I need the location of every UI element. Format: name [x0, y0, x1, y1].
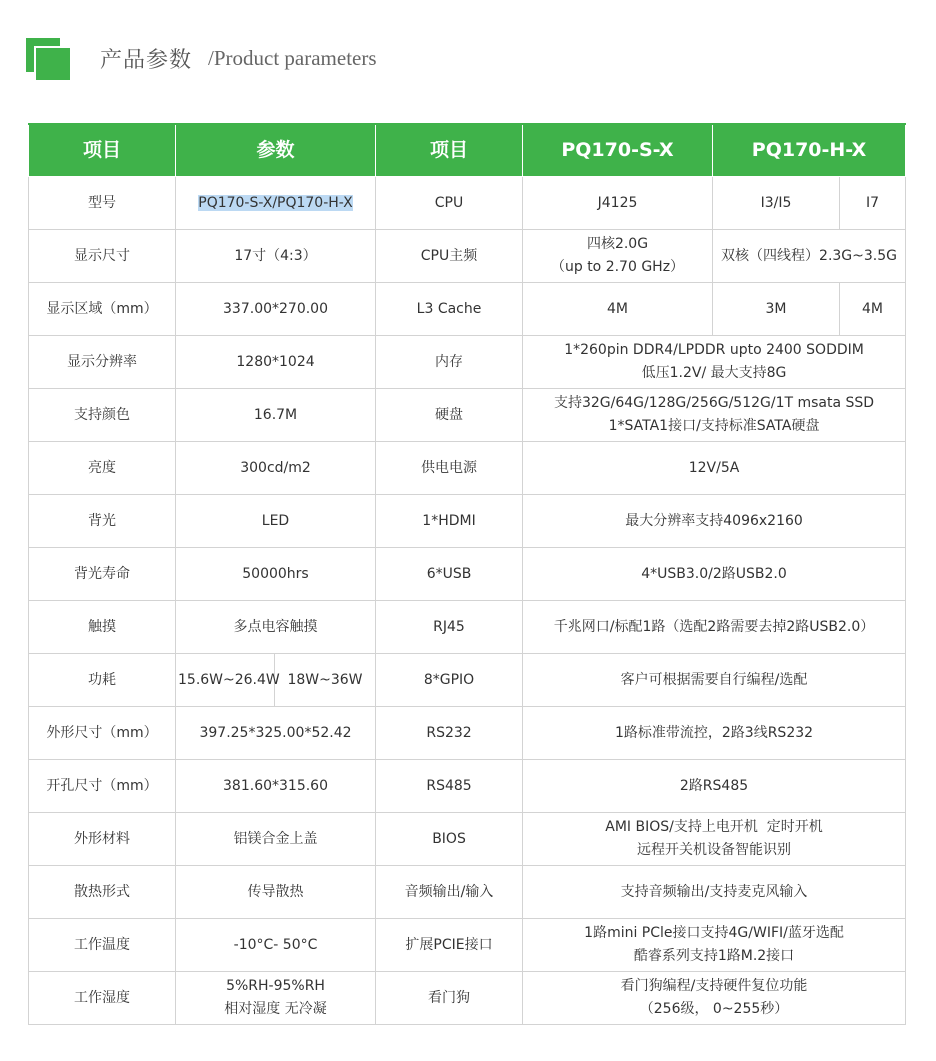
row-spec: 4*USB3.0/2路USB2.0 [523, 548, 906, 601]
row-item: CPU主频 [376, 230, 523, 283]
row-value [176, 972, 376, 1025]
table-row [29, 919, 906, 972]
row-label: 背光 [29, 495, 176, 548]
parameters-table [28, 123, 906, 1025]
row-spec [523, 389, 906, 442]
table-row [29, 230, 906, 283]
row-label: 支持颜色 [29, 389, 176, 442]
row-spec-h2: I7 [840, 177, 906, 230]
row-value: 50000hrs [176, 548, 376, 601]
row-spec [523, 813, 906, 866]
row-item: 供电电源 [376, 442, 523, 495]
spec-line: （256级， 0~255秒） [639, 1001, 789, 1017]
row-value[interactable] [176, 177, 376, 230]
table-row [29, 283, 906, 336]
row-value: 传导散热 [176, 866, 376, 919]
row-spec-h2: 4M [840, 283, 906, 336]
row-spec: 支持音频输出/支持麦克风输入 [523, 866, 906, 919]
header-item-2: 项目 [376, 124, 523, 177]
row-item: L3 Cache [376, 283, 523, 336]
row-value: 337.00*270.00 [176, 283, 376, 336]
row-label: 外形尺寸（mm） [29, 707, 176, 760]
row-item: RS485 [376, 760, 523, 813]
header-param: 参数 [176, 124, 376, 177]
row-item: 1*HDMI [376, 495, 523, 548]
value-line: 5%RH-95%RH [226, 978, 325, 994]
row-value-h: 18W~36W [275, 654, 376, 707]
row-spec: 客户可根据需要自行编程/选配 [523, 654, 906, 707]
row-label: 散热形式 [29, 866, 176, 919]
row-item: 看门狗 [376, 972, 523, 1025]
row-value: 铝镁合金上盖 [176, 813, 376, 866]
row-value: 381.60*315.60 [176, 760, 376, 813]
row-value: 1280*1024 [176, 336, 376, 389]
row-spec [523, 919, 906, 972]
row-value: 397.25*325.00*52.42 [176, 707, 376, 760]
row-item: 硬盘 [376, 389, 523, 442]
header-model-h: PQ170-H-X [713, 124, 906, 177]
row-spec-s: J4125 [523, 177, 713, 230]
row-item: 扩展PCIE接口 [376, 919, 523, 972]
table-row [29, 548, 906, 601]
row-item: 音频输出/输入 [376, 866, 523, 919]
section-title-en: /Product parameters [208, 46, 377, 70]
row-label: 型号 [29, 177, 176, 230]
spec-line: 1*260pin DDR4/LPDDR upto 2400 SODDIM [564, 342, 864, 358]
row-label: 背光寿命 [29, 548, 176, 601]
row-spec-h: 双核（四线程）2.3G~3.5G [713, 230, 906, 283]
section-title-cn: 产品参数 [100, 48, 193, 73]
row-value: 16.7M [176, 389, 376, 442]
row-spec-s [523, 230, 713, 283]
table-row [29, 707, 906, 760]
spec-line: 1*SATA1接口/支持标准SATA硬盘 [608, 418, 820, 434]
header-item: 项目 [29, 124, 176, 177]
row-value-s: 15.6W~26.4W [176, 654, 275, 707]
row-value: 17寸（4:3） [176, 230, 376, 283]
header-model-s: PQ170-S-X [523, 124, 713, 177]
row-spec [523, 336, 906, 389]
row-label: 外形材料 [29, 813, 176, 866]
table-row [29, 177, 906, 230]
row-spec: 12V/5A [523, 442, 906, 495]
row-label: 触摸 [29, 601, 176, 654]
row-spec [523, 972, 906, 1025]
row-label: 开孔尺寸（mm） [29, 760, 176, 813]
row-value: 多点电容触摸 [176, 601, 376, 654]
table-row [29, 442, 906, 495]
table-row [29, 495, 906, 548]
row-label: 显示区域（mm） [29, 283, 176, 336]
row-label: 显示尺寸 [29, 230, 176, 283]
section-header [26, 34, 526, 80]
spec-line: （up to 2.70 GHz） [550, 259, 685, 275]
table-row [29, 813, 906, 866]
spec-line: 四核2.0G [586, 236, 649, 252]
spec-line: 低压1.2V/ 最大支持8G [641, 365, 787, 381]
row-spec: 1路标准带流控，2路3线RS232 [523, 707, 906, 760]
row-item: 6*USB [376, 548, 523, 601]
row-label: 功耗 [29, 654, 176, 707]
row-item: RS232 [376, 707, 523, 760]
table-row [29, 389, 906, 442]
row-label: 显示分辨率 [29, 336, 176, 389]
spec-line: 酷睿系列支持1路M.2接口 [633, 948, 795, 964]
row-spec: 千兆网口/标配1路（选配2路需要去掉2路USB2.0） [523, 601, 906, 654]
spec-line: 看门狗编程/支持硬件复位功能 [620, 978, 808, 994]
green-squares-logo-icon [26, 38, 70, 80]
table-row [29, 601, 906, 654]
row-spec: 最大分辨率支持4096x2160 [523, 495, 906, 548]
table-row [29, 972, 906, 1025]
value-line: 相对湿度 无冷凝 [224, 1001, 327, 1017]
row-label: 亮度 [29, 442, 176, 495]
row-label: 工作湿度 [29, 972, 176, 1025]
spec-line: 1路mini PCle接口支持4G/WIFI/蓝牙选配 [584, 925, 844, 941]
selected-text[interactable]: PQ170-S-X/PQ170-H-X [198, 194, 353, 211]
spec-line: AMI BIOS/支持上电开机 定时开机 [605, 819, 823, 835]
table-header-row [29, 124, 906, 177]
table-row [29, 336, 906, 389]
row-item: 内存 [376, 336, 523, 389]
row-item: BIOS [376, 813, 523, 866]
row-spec-s: 4M [523, 283, 713, 336]
row-item: 8*GPIO [376, 654, 523, 707]
row-value: LED [176, 495, 376, 548]
spec-line: 支持32G/64G/128G/256G/512G/1T msata SSD [553, 395, 875, 411]
spec-line: 远程开关机设备智能识别 [637, 842, 792, 858]
row-spec-h1: 3M [713, 283, 840, 336]
row-item: RJ45 [376, 601, 523, 654]
table-row [29, 654, 906, 707]
row-item: CPU [376, 177, 523, 230]
table-row [29, 760, 906, 813]
row-value: 300cd/m2 [176, 442, 376, 495]
row-value: -10°C- 50°C [176, 919, 376, 972]
row-spec-h1: I3/I5 [713, 177, 840, 230]
table-row [29, 866, 906, 919]
row-spec: 2路RS485 [523, 760, 906, 813]
row-label: 工作温度 [29, 919, 176, 972]
